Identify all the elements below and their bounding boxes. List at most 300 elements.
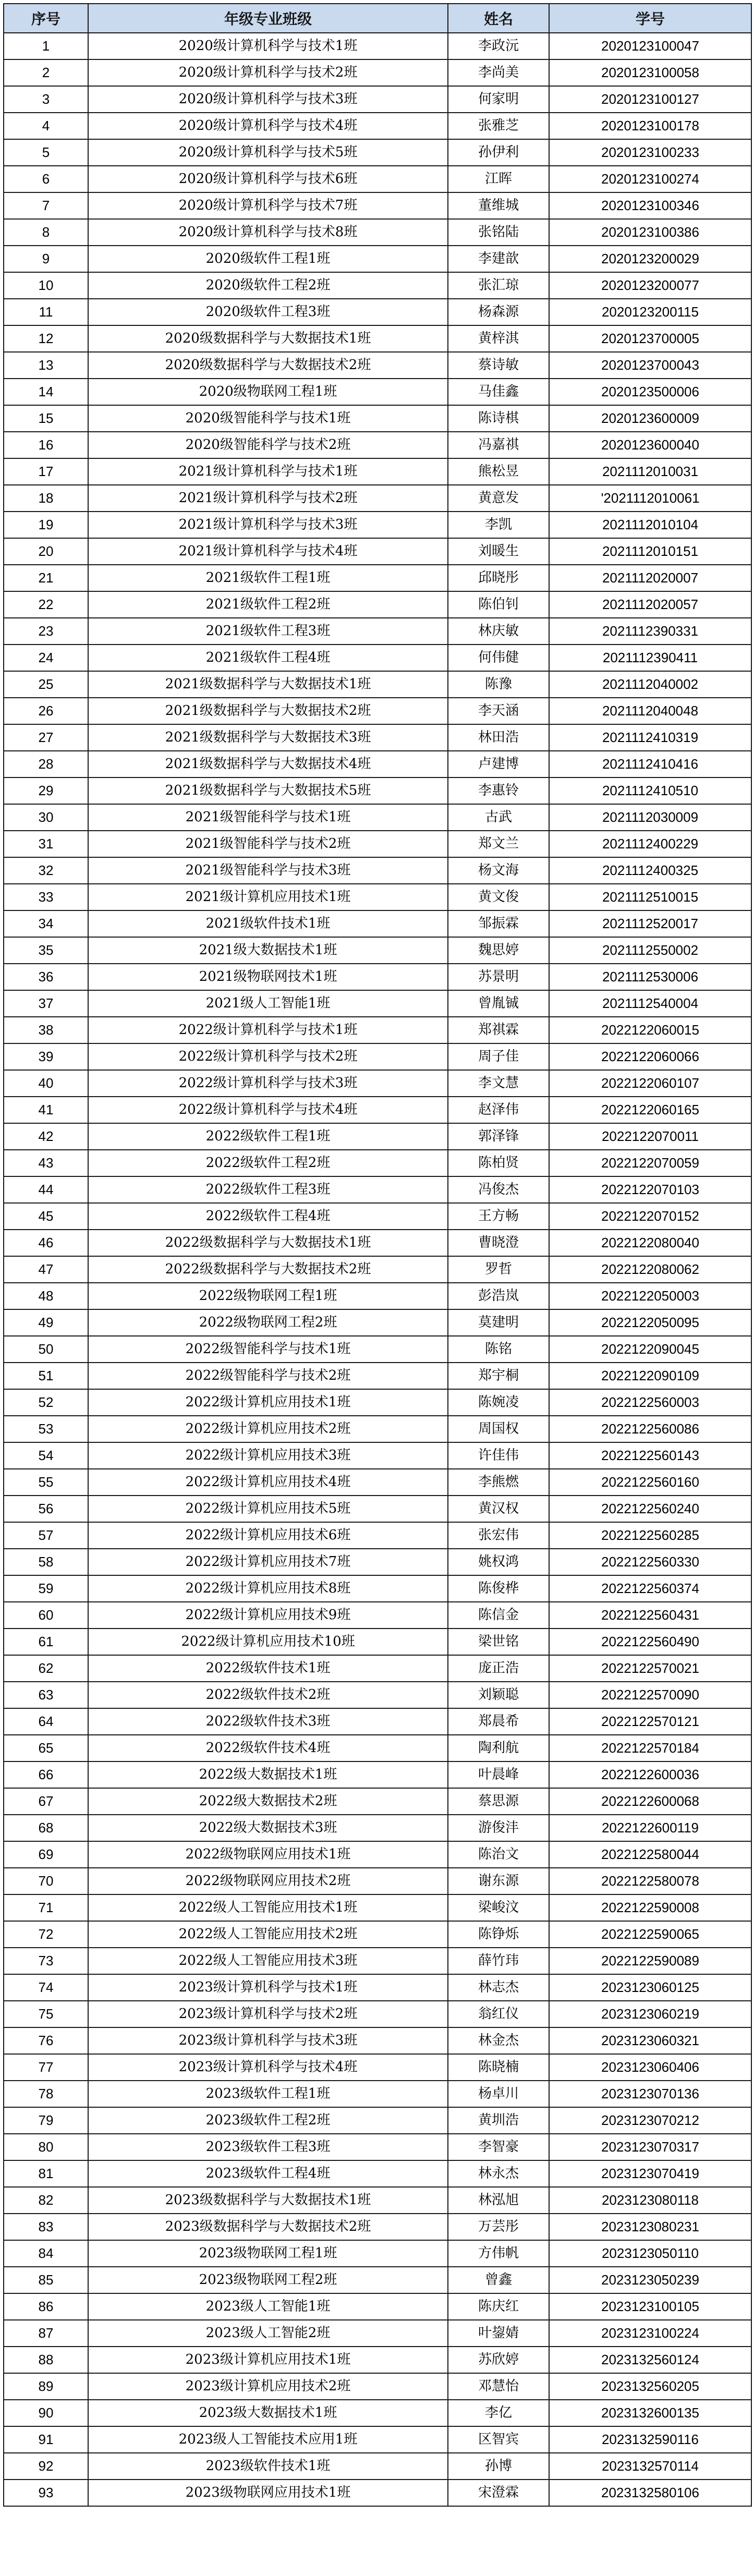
cell-student-id: 2022122600036 xyxy=(549,1761,751,1788)
cell-student-id: 2022122570184 xyxy=(549,1735,751,1761)
table-row xyxy=(4,113,751,139)
cell-class: 2022级人工智能应用技术2班 xyxy=(88,1921,448,1948)
cell-name: 谢东源 xyxy=(448,1868,549,1894)
cell-seq: 66 xyxy=(4,1761,88,1788)
cell-seq: 87 xyxy=(4,2320,88,2347)
cell-name: 卢建博 xyxy=(448,751,549,777)
cell-seq: 76 xyxy=(4,2027,88,2054)
cell-class: 2020级计算机科学与技术8班 xyxy=(88,219,448,246)
cell-name: 李熊燃 xyxy=(448,1469,549,1496)
cell-seq: 15 xyxy=(4,405,88,432)
table-row xyxy=(4,512,751,538)
table-row xyxy=(4,299,751,325)
cell-student-id: 2021112510015 xyxy=(549,884,751,910)
cell-student-id: 2022122580044 xyxy=(549,1841,751,1868)
cell-class: 2022级计算机应用技术9班 xyxy=(88,1602,448,1629)
cell-student-id: 2023132570114 xyxy=(549,2453,751,2480)
cell-name: 陈庆红 xyxy=(448,2293,549,2320)
table-row xyxy=(4,2267,751,2293)
cell-student-id: 2023132580106 xyxy=(549,2480,751,2506)
cell-class: 2022级大数据技术3班 xyxy=(88,1815,448,1841)
cell-name: 何伟健 xyxy=(448,645,549,671)
cell-seq: 42 xyxy=(4,1123,88,1150)
cell-seq: 17 xyxy=(4,458,88,485)
table-header xyxy=(4,4,751,33)
cell-student-id: 2020123500006 xyxy=(549,379,751,405)
table-row xyxy=(4,1602,751,1629)
table-row xyxy=(4,2027,751,2054)
cell-class: 2021级数据科学与大数据技术3班 xyxy=(88,724,448,751)
cell-name: 陈治文 xyxy=(448,1841,549,1868)
cell-class: 2023级计算机科学与技术1班 xyxy=(88,1974,448,2001)
table-row xyxy=(4,1629,751,1655)
cell-seq: 44 xyxy=(4,1176,88,1203)
cell-seq: 18 xyxy=(4,485,88,512)
table-row xyxy=(4,352,751,379)
table-row xyxy=(4,1176,751,1203)
cell-student-id: 2021112520017 xyxy=(549,910,751,937)
cell-seq: 39 xyxy=(4,1043,88,1070)
cell-seq: 35 xyxy=(4,937,88,964)
cell-student-id: 2020123600040 xyxy=(549,432,751,458)
cell-name: 许佳伟 xyxy=(448,1442,549,1469)
cell-class: 2023级物联网应用技术1班 xyxy=(88,2480,448,2506)
cell-class: 2020级物联网工程1班 xyxy=(88,379,448,405)
cell-class: 2021级大数据技术1班 xyxy=(88,937,448,964)
table-row xyxy=(4,2054,751,2081)
cell-student-id: 2023132560205 xyxy=(549,2373,751,2400)
table-row xyxy=(4,405,751,432)
table-row xyxy=(4,1921,751,1948)
table-row xyxy=(4,645,751,671)
cell-student-id: 2022122580078 xyxy=(549,1868,751,1894)
table-row xyxy=(4,1283,751,1309)
table-row xyxy=(4,1389,751,1416)
cell-name: 李智豪 xyxy=(448,2134,549,2160)
table-row xyxy=(4,1230,751,1256)
cell-seq: 71 xyxy=(4,1894,88,1921)
cell-class: 2021级数据科学与大数据技术2班 xyxy=(88,698,448,724)
cell-student-id: 2020123100386 xyxy=(549,219,751,246)
cell-student-id: 2022122060066 xyxy=(549,1043,751,1070)
cell-class: 2023级物联网工程2班 xyxy=(88,2267,448,2293)
cell-name: 李文慧 xyxy=(448,1070,549,1097)
table-body xyxy=(4,33,751,2506)
cell-class: 2020级计算机科学与技术6班 xyxy=(88,166,448,192)
cell-class: 2021级软件工程1班 xyxy=(88,565,448,591)
cell-name: 林泓旭 xyxy=(448,2187,549,2214)
cell-class: 2021级计算机科学与技术4班 xyxy=(88,538,448,565)
cell-seq: 5 xyxy=(4,139,88,166)
cell-name: 林永杰 xyxy=(448,2160,549,2187)
cell-student-id: 2022122570021 xyxy=(549,1655,751,1682)
cell-seq: 58 xyxy=(4,1549,88,1575)
cell-seq: 31 xyxy=(4,831,88,857)
cell-name: 杨卓川 xyxy=(448,2081,549,2107)
cell-name: 李尚美 xyxy=(448,59,549,86)
cell-class: 2021级软件工程4班 xyxy=(88,645,448,671)
cell-class: 2023级计算机科学与技术4班 xyxy=(88,2054,448,2081)
table-row xyxy=(4,1363,751,1389)
cell-seq: 72 xyxy=(4,1921,88,1948)
table-row xyxy=(4,990,751,1017)
cell-student-id: 2020123200029 xyxy=(549,246,751,272)
table-row xyxy=(4,2426,751,2453)
cell-seq: 60 xyxy=(4,1602,88,1629)
cell-name: 李天涵 xyxy=(448,698,549,724)
cell-student-id: 2023132590116 xyxy=(549,2426,751,2453)
cell-seq: 50 xyxy=(4,1336,88,1363)
header-row xyxy=(4,4,751,33)
cell-seq: 85 xyxy=(4,2267,88,2293)
table-row xyxy=(4,884,751,910)
cell-name: 莫建明 xyxy=(448,1309,549,1336)
table-row xyxy=(4,1575,751,1602)
cell-seq: 34 xyxy=(4,910,88,937)
cell-name: 李惠铃 xyxy=(448,777,549,804)
table-row xyxy=(4,192,751,219)
cell-student-id: 2023123100224 xyxy=(549,2320,751,2347)
cell-class: 2023级计算机科学与技术2班 xyxy=(88,2001,448,2027)
cell-name: 曾胤铖 xyxy=(448,990,549,1017)
table-row xyxy=(4,538,751,565)
table-row xyxy=(4,33,751,59)
cell-class: 2022级物联网工程1班 xyxy=(88,1283,448,1309)
table-row xyxy=(4,1150,751,1176)
cell-name: 李政沅 xyxy=(448,33,549,59)
cell-student-id: 2021112540004 xyxy=(549,990,751,1017)
cell-name: 林庆敏 xyxy=(448,618,549,645)
cell-seq: 28 xyxy=(4,751,88,777)
cell-class: 2020级计算机科学与技术3班 xyxy=(88,86,448,113)
cell-class: 2022级软件技术1班 xyxy=(88,1655,448,1682)
cell-name: 黄梓淇 xyxy=(448,325,549,352)
table-row xyxy=(4,1761,751,1788)
cell-class: 2022级物联网应用技术2班 xyxy=(88,1868,448,1894)
table-row xyxy=(4,2214,751,2240)
table-row xyxy=(4,2160,751,2187)
cell-name: 张铭陆 xyxy=(448,219,549,246)
cell-class: 2022级软件技术2班 xyxy=(88,1682,448,1708)
cell-name: 邓慧怡 xyxy=(448,2373,549,2400)
cell-class: 2022级智能科学与技术1班 xyxy=(88,1336,448,1363)
cell-class: 2022级计算机应用技术2班 xyxy=(88,1416,448,1442)
cell-name: 陈晓楠 xyxy=(448,2054,549,2081)
cell-seq: 55 xyxy=(4,1469,88,1496)
cell-class: 2022级计算机应用技术5班 xyxy=(88,1496,448,1522)
cell-name: 王方畅 xyxy=(448,1203,549,1230)
cell-name: 冯嘉祺 xyxy=(448,432,549,458)
cell-name: 林田浩 xyxy=(448,724,549,751)
cell-class: 2021级计算机科学与技术2班 xyxy=(88,485,448,512)
cell-student-id: 2023123100105 xyxy=(549,2293,751,2320)
cell-seq: 54 xyxy=(4,1442,88,1469)
cell-class: 2023级计算机应用技术1班 xyxy=(88,2347,448,2373)
cell-seq: 25 xyxy=(4,671,88,698)
cell-seq: 24 xyxy=(4,645,88,671)
cell-seq: 69 xyxy=(4,1841,88,1868)
table-row xyxy=(4,2240,751,2267)
student-roster-sheet xyxy=(3,3,751,2507)
cell-student-id: 2021112040048 xyxy=(549,698,751,724)
cell-seq: 92 xyxy=(4,2453,88,2480)
cell-seq: 20 xyxy=(4,538,88,565)
cell-seq: 56 xyxy=(4,1496,88,1522)
table-row xyxy=(4,1469,751,1496)
cell-seq: 80 xyxy=(4,2134,88,2160)
cell-class: 2020级数据科学与大数据技术1班 xyxy=(88,325,448,352)
cell-name: 李凯 xyxy=(448,512,549,538)
cell-class: 2023级数据科学与大数据技术1班 xyxy=(88,2187,448,2214)
cell-class: 2021级计算机科学与技术1班 xyxy=(88,458,448,485)
cell-seq: 36 xyxy=(4,964,88,990)
header-class: 年级专业班级 xyxy=(88,4,448,33)
table-row xyxy=(4,1815,751,1841)
cell-class: 2022级数据科学与大数据技术1班 xyxy=(88,1230,448,1256)
cell-name: 翁红仪 xyxy=(448,2001,549,2027)
cell-name: 陈铭 xyxy=(448,1336,549,1363)
table-row xyxy=(4,2001,751,2027)
cell-seq: 78 xyxy=(4,2081,88,2107)
cell-student-id: 2023123070317 xyxy=(549,2134,751,2160)
table-row xyxy=(4,1655,751,1682)
cell-seq: 52 xyxy=(4,1389,88,1416)
cell-class: 2022级大数据技术1班 xyxy=(88,1761,448,1788)
cell-seq: 61 xyxy=(4,1629,88,1655)
cell-name: 熊松昱 xyxy=(448,458,549,485)
table-row xyxy=(4,86,751,113)
cell-seq: 57 xyxy=(4,1522,88,1549)
cell-student-id: 2021112530006 xyxy=(549,964,751,990)
table-row xyxy=(4,1708,751,1735)
cell-class: 2022级计算机应用技术3班 xyxy=(88,1442,448,1469)
cell-class: 2022级计算机科学与技术3班 xyxy=(88,1070,448,1097)
table-row xyxy=(4,379,751,405)
table-row xyxy=(4,59,751,86)
cell-student-id: 2022122560160 xyxy=(549,1469,751,1496)
cell-name: 苏欣婷 xyxy=(448,2347,549,2373)
cell-name: 蔡思源 xyxy=(448,1788,549,1815)
cell-seq: 32 xyxy=(4,857,88,884)
cell-seq: 4 xyxy=(4,113,88,139)
table-row xyxy=(4,1974,751,2001)
cell-name: 邹振霖 xyxy=(448,910,549,937)
cell-seq: 30 xyxy=(4,804,88,831)
cell-student-id: 2020123200077 xyxy=(549,272,751,299)
cell-class: 2020级计算机科学与技术7班 xyxy=(88,192,448,219)
cell-name: 彭浩岚 xyxy=(448,1283,549,1309)
cell-class: 2022级计算机科学与技术2班 xyxy=(88,1043,448,1070)
cell-student-id: 2021112400229 xyxy=(549,831,751,857)
cell-student-id: 2021112030009 xyxy=(549,804,751,831)
cell-class: 2023级计算机科学与技术3班 xyxy=(88,2027,448,2054)
cell-seq: 74 xyxy=(4,1974,88,2001)
cell-student-id: 2022122050003 xyxy=(549,1283,751,1309)
cell-name: 李建歆 xyxy=(448,246,549,272)
cell-class: 2022级数据科学与大数据技术2班 xyxy=(88,1256,448,1283)
cell-seq: 67 xyxy=(4,1788,88,1815)
cell-seq: 81 xyxy=(4,2160,88,2187)
cell-seq: 86 xyxy=(4,2293,88,2320)
cell-student-id: 2021112410416 xyxy=(549,751,751,777)
table-row xyxy=(4,2081,751,2107)
cell-name: 区智宾 xyxy=(448,2426,549,2453)
cell-name: 郑晨希 xyxy=(448,1708,549,1735)
cell-name: 张汇琼 xyxy=(448,272,549,299)
cell-class: 2023级数据科学与大数据技术2班 xyxy=(88,2214,448,2240)
cell-name: 叶鋆婧 xyxy=(448,2320,549,2347)
cell-student-id: 2022122070152 xyxy=(549,1203,751,1230)
cell-seq: 2 xyxy=(4,59,88,86)
cell-class: 2022级计算机科学与技术1班 xyxy=(88,1017,448,1043)
cell-name: 郭泽锋 xyxy=(448,1123,549,1150)
cell-student-id: 2023123060219 xyxy=(549,2001,751,2027)
table-row xyxy=(4,1868,751,1894)
cell-name: 郑宇桐 xyxy=(448,1363,549,1389)
cell-class: 2021级物联网技术1班 xyxy=(88,964,448,990)
table-row xyxy=(4,2480,751,2506)
cell-student-id: 2020123200115 xyxy=(549,299,751,325)
table-row xyxy=(4,2187,751,2214)
cell-class: 2023级人工智能1班 xyxy=(88,2293,448,2320)
cell-student-id: 2021112040002 xyxy=(549,671,751,698)
cell-name: 周国权 xyxy=(448,1416,549,1442)
cell-seq: 8 xyxy=(4,219,88,246)
cell-name: 赵泽伟 xyxy=(448,1097,549,1123)
cell-student-id: 2022122560285 xyxy=(549,1522,751,1549)
cell-seq: 16 xyxy=(4,432,88,458)
cell-student-id: 2020123600009 xyxy=(549,405,751,432)
cell-student-id: 2020123100346 xyxy=(549,192,751,219)
cell-class: 2022级物联网工程2班 xyxy=(88,1309,448,1336)
cell-class: 2020级软件工程3班 xyxy=(88,299,448,325)
cell-name: 曾鑫 xyxy=(448,2267,549,2293)
cell-seq: 6 xyxy=(4,166,88,192)
cell-name: 游俊沣 xyxy=(448,1815,549,1841)
cell-name: 陈铮烁 xyxy=(448,1921,549,1948)
cell-class: 2021级软件工程2班 xyxy=(88,591,448,618)
cell-student-id: 2022122560374 xyxy=(549,1575,751,1602)
cell-student-id: 2023123080118 xyxy=(549,2187,751,2214)
table-row xyxy=(4,804,751,831)
table-row xyxy=(4,1043,751,1070)
header-seq: 序号 xyxy=(4,4,88,33)
cell-student-id: 2023123070212 xyxy=(549,2107,751,2134)
cell-seq: 46 xyxy=(4,1230,88,1256)
cell-class: 2021级智能科学与技术1班 xyxy=(88,804,448,831)
cell-student-id: 2022122560240 xyxy=(549,1496,751,1522)
cell-name: 曹晓澄 xyxy=(448,1230,549,1256)
cell-name: 陈信金 xyxy=(448,1602,549,1629)
table-row xyxy=(4,1841,751,1868)
table-row xyxy=(4,272,751,299)
table-row xyxy=(4,2293,751,2320)
table-row xyxy=(4,2373,751,2400)
table-row xyxy=(4,1522,751,1549)
cell-student-id: 2022122570121 xyxy=(549,1708,751,1735)
table-row xyxy=(4,2347,751,2373)
cell-student-id: 2022122560143 xyxy=(549,1442,751,1469)
cell-class: 2020级数据科学与大数据技术2班 xyxy=(88,352,448,379)
cell-student-id: 2022122560330 xyxy=(549,1549,751,1575)
cell-class: 2022级人工智能应用技术1班 xyxy=(88,1894,448,1921)
cell-seq: 45 xyxy=(4,1203,88,1230)
cell-seq: 33 xyxy=(4,884,88,910)
table-row xyxy=(4,2320,751,2347)
cell-class: 2022级软件工程3班 xyxy=(88,1176,448,1203)
table-row xyxy=(4,166,751,192)
cell-student-id: 2021112410319 xyxy=(549,724,751,751)
cell-class: 2023级物联网工程1班 xyxy=(88,2240,448,2267)
cell-class: 2020级软件工程1班 xyxy=(88,246,448,272)
cell-seq: 91 xyxy=(4,2426,88,2453)
cell-seq: 10 xyxy=(4,272,88,299)
cell-student-id: 2023123060125 xyxy=(549,1974,751,2001)
cell-student-id: 2022122070103 xyxy=(549,1176,751,1203)
cell-student-id: 2022122060165 xyxy=(549,1097,751,1123)
table-row xyxy=(4,910,751,937)
cell-name: 苏景明 xyxy=(448,964,549,990)
cell-student-id: 2022122070011 xyxy=(549,1123,751,1150)
cell-name: 郑文兰 xyxy=(448,831,549,857)
cell-student-id: 2022122560431 xyxy=(549,1602,751,1629)
cell-name: 古武 xyxy=(448,804,549,831)
cell-student-id: 2021112550002 xyxy=(549,937,751,964)
cell-student-id: 2022122560086 xyxy=(549,1416,751,1442)
cell-seq: 65 xyxy=(4,1735,88,1761)
cell-class: 2020级智能科学与技术1班 xyxy=(88,405,448,432)
cell-student-id: 2022122080062 xyxy=(549,1256,751,1283)
cell-class: 2021级智能科学与技术3班 xyxy=(88,857,448,884)
cell-name: 梁峻汶 xyxy=(448,1894,549,1921)
table-row xyxy=(4,1416,751,1442)
cell-seq: 14 xyxy=(4,379,88,405)
cell-name: 孙博 xyxy=(448,2453,549,2480)
cell-name: 蔡诗敏 xyxy=(448,352,549,379)
cell-student-id: 2021112010104 xyxy=(549,512,751,538)
cell-student-id: 2021112390331 xyxy=(549,618,751,645)
cell-class: 2022级计算机应用技术10班 xyxy=(88,1629,448,1655)
cell-name: 马佳鑫 xyxy=(448,379,549,405)
table-row xyxy=(4,219,751,246)
cell-class: 2021级智能科学与技术2班 xyxy=(88,831,448,857)
cell-student-id: 2021112410510 xyxy=(549,777,751,804)
cell-class: 2022级软件工程1班 xyxy=(88,1123,448,1150)
cell-name: 薛竹玮 xyxy=(448,1948,549,1974)
cell-student-id: 2020123100047 xyxy=(549,33,751,59)
cell-seq: 75 xyxy=(4,2001,88,2027)
cell-name: 孙伊利 xyxy=(448,139,549,166)
table-row xyxy=(4,751,751,777)
table-row xyxy=(4,857,751,884)
cell-class: 2022级大数据技术2班 xyxy=(88,1788,448,1815)
cell-name: 杨森源 xyxy=(448,299,549,325)
cell-student-id: 2022122600119 xyxy=(549,1815,751,1841)
cell-class: 2023级计算机应用技术2班 xyxy=(88,2373,448,2400)
table-row xyxy=(4,2134,751,2160)
cell-seq: 37 xyxy=(4,990,88,1017)
table-row xyxy=(4,831,751,857)
cell-seq: 73 xyxy=(4,1948,88,1974)
cell-class: 2020级计算机科学与技术1班 xyxy=(88,33,448,59)
cell-class: 2021级数据科学与大数据技术4班 xyxy=(88,751,448,777)
cell-student-id: 2021112020007 xyxy=(549,565,751,591)
cell-seq: 13 xyxy=(4,352,88,379)
table-row xyxy=(4,1309,751,1336)
cell-seq: 68 xyxy=(4,1815,88,1841)
cell-seq: 93 xyxy=(4,2480,88,2506)
cell-name: 张雅芝 xyxy=(448,113,549,139)
